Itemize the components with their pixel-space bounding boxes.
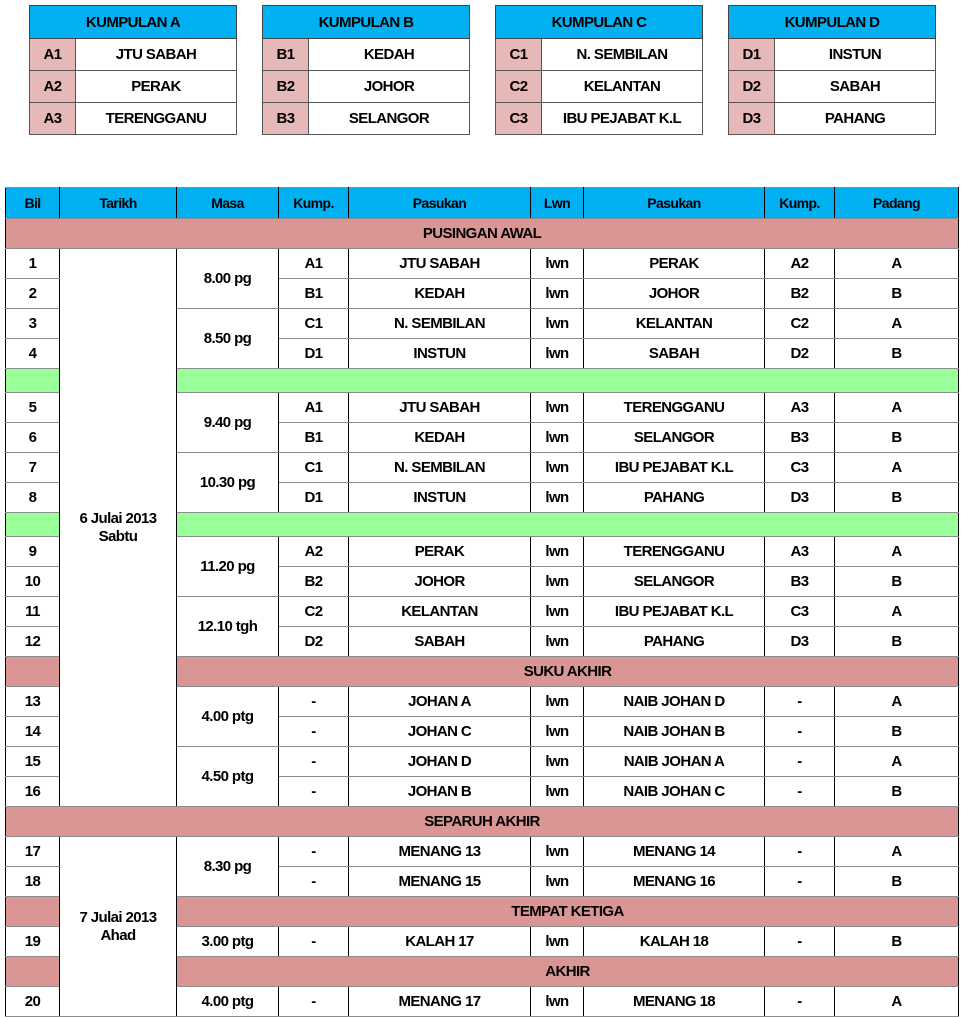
group-row bbox=[30, 71, 237, 103]
field: A bbox=[835, 687, 959, 717]
team-name: IBU PEJABAT K.L bbox=[542, 103, 703, 135]
team-home: INSTUN bbox=[349, 339, 531, 369]
group-code-home: A2 bbox=[279, 537, 349, 567]
group-title: KUMPULAN D bbox=[729, 6, 936, 39]
section-title: SUKU AKHIR bbox=[177, 657, 959, 687]
group-row bbox=[496, 39, 703, 71]
team-code: B1 bbox=[263, 39, 309, 71]
versus-label: lwn bbox=[531, 837, 584, 867]
group-title: KUMPULAN B bbox=[263, 6, 470, 39]
field: B bbox=[835, 717, 959, 747]
team-name: JOHOR bbox=[309, 71, 470, 103]
group-code-away: D2 bbox=[765, 339, 835, 369]
section-title: AKHIR bbox=[177, 957, 959, 987]
group-table-1 bbox=[262, 5, 470, 135]
group-code-away: - bbox=[765, 987, 835, 1017]
match-time: 3.00 ptg bbox=[177, 927, 279, 957]
versus-label: lwn bbox=[531, 483, 584, 513]
section-title: SEPARUH AKHIR bbox=[6, 807, 959, 837]
date-cell bbox=[60, 249, 177, 807]
team-away: KELANTAN bbox=[584, 309, 765, 339]
versus-label: lwn bbox=[531, 339, 584, 369]
group-code-home: - bbox=[279, 777, 349, 807]
match-time: 11.20 pg bbox=[177, 537, 279, 597]
row-spacer bbox=[6, 957, 60, 987]
team-code: A1 bbox=[30, 39, 76, 71]
field: B bbox=[835, 279, 959, 309]
group-code-away: B2 bbox=[765, 279, 835, 309]
team-home: KELANTAN bbox=[349, 597, 531, 627]
team-away: NAIB JOHAN B bbox=[584, 717, 765, 747]
date: 6 Julai 2013 bbox=[79, 509, 157, 527]
field: A bbox=[835, 309, 959, 339]
match-number: 6 bbox=[6, 423, 60, 453]
match-number: 5 bbox=[6, 393, 60, 423]
team-home: INSTUN bbox=[349, 483, 531, 513]
team-home: SABAH bbox=[349, 627, 531, 657]
match-number: 10 bbox=[6, 567, 60, 597]
group-code-home: B1 bbox=[279, 423, 349, 453]
versus-label: lwn bbox=[531, 927, 584, 957]
versus-label: lwn bbox=[531, 567, 584, 597]
match-number: 16 bbox=[6, 777, 60, 807]
team-name: N. SEMBILAN bbox=[542, 39, 703, 71]
group-row bbox=[30, 103, 237, 135]
group-code-home: D1 bbox=[279, 339, 349, 369]
team-home: JOHAN D bbox=[349, 747, 531, 777]
group-code-away: - bbox=[765, 927, 835, 957]
field: B bbox=[835, 339, 959, 369]
field: B bbox=[835, 627, 959, 657]
match-number: 1 bbox=[6, 249, 60, 279]
team-away: MENANG 16 bbox=[584, 867, 765, 897]
team-name: INSTUN bbox=[775, 39, 936, 71]
team-home: MENANG 13 bbox=[349, 837, 531, 867]
column-header: Masa bbox=[177, 188, 279, 219]
group-code-home: - bbox=[279, 747, 349, 777]
team-away: MENANG 18 bbox=[584, 987, 765, 1017]
group-row bbox=[263, 39, 470, 71]
group-code-home: C1 bbox=[279, 453, 349, 483]
section-row bbox=[6, 807, 959, 837]
team-code: C2 bbox=[496, 71, 542, 103]
versus-label: lwn bbox=[531, 537, 584, 567]
group-code-home: A1 bbox=[279, 393, 349, 423]
match-time: 8.50 pg bbox=[177, 309, 279, 369]
versus-label: lwn bbox=[531, 597, 584, 627]
versus-label: lwn bbox=[531, 279, 584, 309]
section-title: TEMPAT KETIGA bbox=[177, 897, 959, 927]
field: A bbox=[835, 453, 959, 483]
match-time: 4.00 ptg bbox=[177, 687, 279, 747]
break-band bbox=[177, 369, 959, 393]
group-code-away: D3 bbox=[765, 483, 835, 513]
team-away: PAHANG bbox=[584, 627, 765, 657]
match-number: 2 bbox=[6, 279, 60, 309]
field: B bbox=[835, 867, 959, 897]
team-name: KELANTAN bbox=[542, 71, 703, 103]
field: A bbox=[835, 249, 959, 279]
group-code-home: - bbox=[279, 687, 349, 717]
day: Ahad bbox=[100, 926, 136, 944]
team-home: JOHOR bbox=[349, 567, 531, 597]
field: A bbox=[835, 393, 959, 423]
team-home: JTU SABAH bbox=[349, 393, 531, 423]
team-home: KEDAH bbox=[349, 279, 531, 309]
versus-label: lwn bbox=[531, 747, 584, 777]
date: 7 Julai 2013 bbox=[79, 908, 157, 926]
column-header: Kump. bbox=[279, 188, 349, 219]
team-away: PAHANG bbox=[584, 483, 765, 513]
group-code-home: C1 bbox=[279, 309, 349, 339]
match-number: 18 bbox=[6, 867, 60, 897]
group-code-home: - bbox=[279, 717, 349, 747]
versus-label: lwn bbox=[531, 867, 584, 897]
group-code-home: - bbox=[279, 927, 349, 957]
group-code-home: C2 bbox=[279, 597, 349, 627]
match-row bbox=[6, 837, 959, 867]
team-code: A3 bbox=[30, 103, 76, 135]
team-home: N. SEMBILAN bbox=[349, 453, 531, 483]
group-code-home: - bbox=[279, 987, 349, 1017]
team-home: MENANG 17 bbox=[349, 987, 531, 1017]
team-home: KALAH 17 bbox=[349, 927, 531, 957]
column-header: Pasukan bbox=[349, 188, 531, 219]
match-number: 3 bbox=[6, 309, 60, 339]
field: B bbox=[835, 927, 959, 957]
team-name: KEDAH bbox=[309, 39, 470, 71]
group-code-away: A2 bbox=[765, 249, 835, 279]
group-row bbox=[729, 103, 936, 135]
group-code-home: A1 bbox=[279, 249, 349, 279]
date-cell bbox=[60, 837, 177, 1017]
field: A bbox=[835, 537, 959, 567]
match-time: 8.00 pg bbox=[177, 249, 279, 309]
row-spacer bbox=[6, 369, 60, 393]
group-code-home: - bbox=[279, 867, 349, 897]
team-away: TERENGGANU bbox=[584, 537, 765, 567]
match-time: 8.30 pg bbox=[177, 837, 279, 897]
field: B bbox=[835, 777, 959, 807]
team-away: MENANG 14 bbox=[584, 837, 765, 867]
match-number: 14 bbox=[6, 717, 60, 747]
group-code-away: - bbox=[765, 747, 835, 777]
match-number: 15 bbox=[6, 747, 60, 777]
group-title: KUMPULAN A bbox=[30, 6, 237, 39]
team-name: SABAH bbox=[775, 71, 936, 103]
match-schedule-table bbox=[5, 187, 959, 1017]
section-row bbox=[6, 219, 959, 249]
match-time: 10.30 pg bbox=[177, 453, 279, 513]
versus-label: lwn bbox=[531, 717, 584, 747]
group-code-away: C3 bbox=[765, 453, 835, 483]
team-home: N. SEMBILAN bbox=[349, 309, 531, 339]
group-code-home: B2 bbox=[279, 567, 349, 597]
day: Sabtu bbox=[98, 527, 138, 545]
match-time: 12.10 tgh bbox=[177, 597, 279, 657]
versus-label: lwn bbox=[531, 987, 584, 1017]
group-code-home: D1 bbox=[279, 483, 349, 513]
match-time: 4.50 ptg bbox=[177, 747, 279, 807]
team-home: MENANG 15 bbox=[349, 867, 531, 897]
match-number: 9 bbox=[6, 537, 60, 567]
group-code-away: B3 bbox=[765, 423, 835, 453]
group-code-home: B1 bbox=[279, 279, 349, 309]
field: A bbox=[835, 597, 959, 627]
group-code-away: - bbox=[765, 777, 835, 807]
match-number: 19 bbox=[6, 927, 60, 957]
team-code: B3 bbox=[263, 103, 309, 135]
team-home: JOHAN B bbox=[349, 777, 531, 807]
group-table-2 bbox=[495, 5, 703, 135]
column-header: Kump. bbox=[765, 188, 835, 219]
group-code-away: B3 bbox=[765, 567, 835, 597]
team-code: C1 bbox=[496, 39, 542, 71]
versus-label: lwn bbox=[531, 453, 584, 483]
team-code: D3 bbox=[729, 103, 775, 135]
team-home: PERAK bbox=[349, 537, 531, 567]
column-header: Pasukan bbox=[584, 188, 765, 219]
team-code: D2 bbox=[729, 71, 775, 103]
versus-label: lwn bbox=[531, 627, 584, 657]
team-away: NAIB JOHAN D bbox=[584, 687, 765, 717]
field: B bbox=[835, 483, 959, 513]
row-spacer bbox=[6, 897, 60, 927]
match-row bbox=[6, 249, 959, 279]
group-code-away: - bbox=[765, 867, 835, 897]
versus-label: lwn bbox=[531, 777, 584, 807]
team-name: SELANGOR bbox=[309, 103, 470, 135]
team-away: SELANGOR bbox=[584, 423, 765, 453]
team-home: JTU SABAH bbox=[349, 249, 531, 279]
group-code-away: - bbox=[765, 837, 835, 867]
group-row bbox=[30, 39, 237, 71]
team-code: C3 bbox=[496, 103, 542, 135]
team-name: JTU SABAH bbox=[76, 39, 237, 71]
group-table-0 bbox=[29, 5, 237, 135]
group-row bbox=[263, 71, 470, 103]
team-away: TERENGGANU bbox=[584, 393, 765, 423]
versus-label: lwn bbox=[531, 249, 584, 279]
team-away: KALAH 18 bbox=[584, 927, 765, 957]
versus-label: lwn bbox=[531, 687, 584, 717]
group-row bbox=[496, 71, 703, 103]
team-away: NAIB JOHAN C bbox=[584, 777, 765, 807]
field: A bbox=[835, 747, 959, 777]
group-code-away: C2 bbox=[765, 309, 835, 339]
match-number: 12 bbox=[6, 627, 60, 657]
break-band bbox=[177, 513, 959, 537]
team-away: IBU PEJABAT K.L bbox=[584, 597, 765, 627]
group-code-away: C3 bbox=[765, 597, 835, 627]
match-number: 20 bbox=[6, 987, 60, 1017]
group-code-away: A3 bbox=[765, 537, 835, 567]
group-table-3 bbox=[728, 5, 936, 135]
column-header: Bil bbox=[6, 188, 60, 219]
team-name: PAHANG bbox=[775, 103, 936, 135]
group-code-away: D3 bbox=[765, 627, 835, 657]
team-home: JOHAN A bbox=[349, 687, 531, 717]
field: B bbox=[835, 423, 959, 453]
team-home: JOHAN C bbox=[349, 717, 531, 747]
match-time: 4.00 ptg bbox=[177, 987, 279, 1017]
field: B bbox=[835, 567, 959, 597]
match-number: 7 bbox=[6, 453, 60, 483]
match-time: 9.40 pg bbox=[177, 393, 279, 453]
group-row bbox=[263, 103, 470, 135]
match-number: 8 bbox=[6, 483, 60, 513]
column-header: Padang bbox=[835, 188, 959, 219]
column-header: Lwn bbox=[531, 188, 584, 219]
header-row bbox=[6, 188, 959, 219]
group-code-away: - bbox=[765, 717, 835, 747]
group-row bbox=[496, 103, 703, 135]
team-away: SELANGOR bbox=[584, 567, 765, 597]
team-name: TERENGGANU bbox=[76, 103, 237, 135]
team-code: D1 bbox=[729, 39, 775, 71]
group-code-home: - bbox=[279, 837, 349, 867]
group-code-away: A3 bbox=[765, 393, 835, 423]
team-away: NAIB JOHAN A bbox=[584, 747, 765, 777]
group-row bbox=[729, 39, 936, 71]
match-number: 13 bbox=[6, 687, 60, 717]
column-header: Tarikh bbox=[60, 188, 177, 219]
team-away: SABAH bbox=[584, 339, 765, 369]
group-title: KUMPULAN C bbox=[496, 6, 703, 39]
field: A bbox=[835, 837, 959, 867]
row-spacer bbox=[6, 657, 60, 687]
group-row bbox=[729, 71, 936, 103]
team-code: B2 bbox=[263, 71, 309, 103]
team-name: PERAK bbox=[76, 71, 237, 103]
versus-label: lwn bbox=[531, 309, 584, 339]
team-away: PERAK bbox=[584, 249, 765, 279]
field: A bbox=[835, 987, 959, 1017]
group-code-home: D2 bbox=[279, 627, 349, 657]
team-away: IBU PEJABAT K.L bbox=[584, 453, 765, 483]
team-home: KEDAH bbox=[349, 423, 531, 453]
row-spacer bbox=[6, 513, 60, 537]
versus-label: lwn bbox=[531, 393, 584, 423]
match-number: 11 bbox=[6, 597, 60, 627]
group-code-away: - bbox=[765, 687, 835, 717]
team-code: A2 bbox=[30, 71, 76, 103]
match-number: 4 bbox=[6, 339, 60, 369]
section-title: PUSINGAN AWAL bbox=[6, 219, 959, 249]
versus-label: lwn bbox=[531, 423, 584, 453]
team-away: JOHOR bbox=[584, 279, 765, 309]
match-number: 17 bbox=[6, 837, 60, 867]
